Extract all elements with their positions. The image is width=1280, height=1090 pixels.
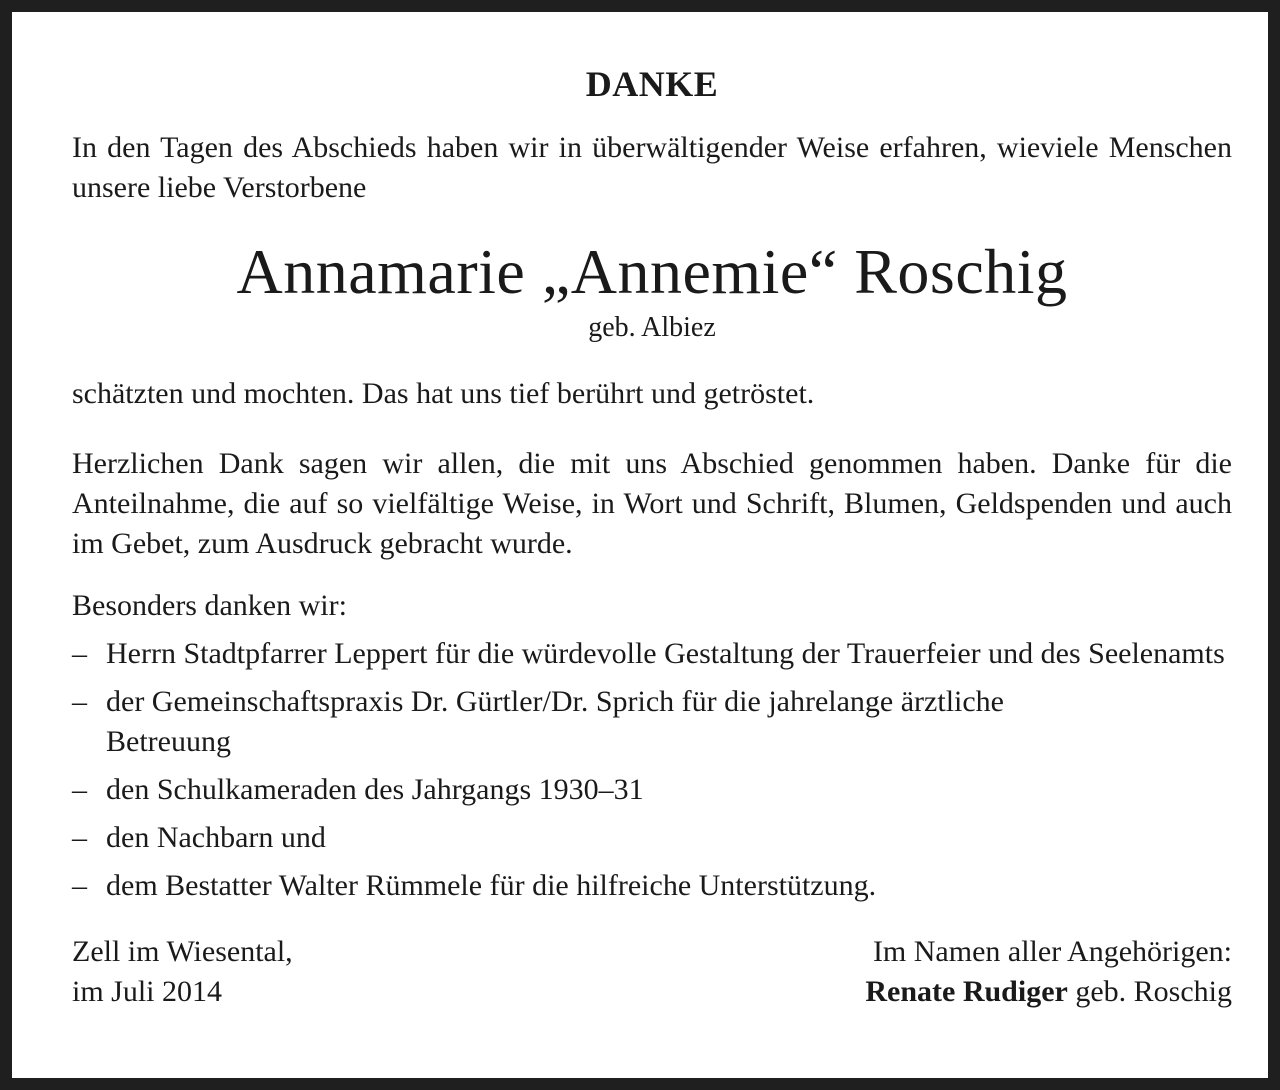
thanks-list — [72, 634, 1232, 906]
notice-heading: DANKE — [585, 64, 719, 104]
footer-signer — [865, 972, 1232, 1012]
list-item — [72, 634, 1232, 674]
list-item — [72, 682, 1116, 762]
list-item-text: dem Bestatter Walter Rümmele für die hilfreiche Unterstützung. — [106, 869, 877, 902]
list-item — [72, 866, 1232, 906]
intro-paragraph: In den Tagen des Abschieds haben wir in überwältigender Weise erfahren, wieviele Menschen unsere liebe Verstorbene — [72, 131, 1232, 204]
footer-place: Zell im Wiesental, — [72, 935, 293, 968]
list-item-text: den Schulkameraden des Jahrgangs 1930–31 — [106, 773, 644, 806]
dash-marker: – — [72, 773, 87, 806]
signer-suffix: geb. Roschig — [1067, 975, 1232, 1008]
thanks-paragraph: Herzlichen Dank sagen wir allen, die mit uns Abschied genommen haben. Danke für die Anteilnahme, die auf so vielfältige Weise, in Wort und Schrift, Blumen, Geldspenden und auch im Gebet, zum Ausdruck gebracht wurde. — [72, 447, 1232, 560]
list-item-text: den Nachbarn und — [106, 821, 326, 854]
footer-on-behalf: Im Namen aller Angehörigen: — [872, 935, 1232, 968]
list-item — [72, 818, 1232, 858]
notice-footer — [72, 932, 1232, 1012]
footer-date: im Juli 2014 — [72, 975, 223, 1008]
deceased-maiden-name: geb. Albiez — [588, 312, 716, 343]
notice-content — [72, 62, 1232, 1012]
list-item — [72, 770, 1232, 810]
dash-marker: – — [72, 685, 87, 718]
footer-signature — [865, 932, 1232, 1012]
list-item-text: der Gemeinschaftspraxis Dr. Gürtler/Dr. Sprich für die jahrelange ärztliche Betreuung — [106, 685, 1004, 758]
after-name-paragraph: schätzten und mochten. Das hat uns tief berührt und getröstet. — [72, 377, 815, 410]
signer-name: Renate Rudiger — [865, 975, 1068, 1008]
list-item-text: Herrn Stadtpfarrer Leppert für die würdevolle Gestaltung der Trauerfeier und des Seelenamts — [106, 637, 1225, 670]
dash-marker: – — [72, 637, 87, 670]
deceased-name: Annamarie „Annemie“ Roschig — [236, 236, 1068, 307]
dash-marker: – — [72, 869, 87, 902]
dash-marker: – — [72, 821, 87, 854]
special-thanks-label: Besonders danken wir: — [72, 589, 347, 622]
footer-place-date — [72, 932, 293, 1012]
